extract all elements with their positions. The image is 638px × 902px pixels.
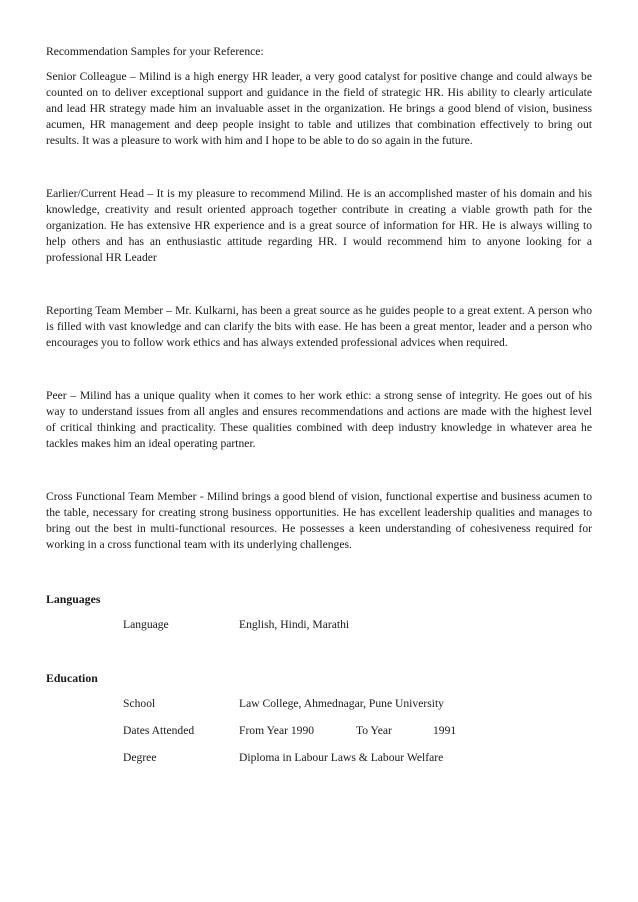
recommendation-senior-colleague: Senior Colleague – Milind is a high energy HR leader, a very good catalyst for positive change and could always be counted on to deliver exceptional support and guidance in the field of strategic HR. His ability to clearly articulate and lead HR strategy made him an invaluable asset in the organization. He brings a good blend of vision, business acumen, HR management and deep people insight to table and utilizes that combination effectively to bring out results. It was a pleasure to work with him and I hope to be able to do so again in the future. <box>46 70 592 147</box>
degree-row <box>46 750 592 766</box>
languages-section <box>46 591 592 633</box>
language-value: English, Hindi, Marathi <box>239 618 350 631</box>
recommendation-head: Earlier/Current Head – It is my pleasure to recommend Milind. He is an accomplished master of his domain and his knowledge, creativity and result oriented approach together contribute in creating a viable growth path for the organization. He has extensive HR experience and is a great source of information for HR. He is always willing to help others and has an enthusiastic attitude regarding HR. I would recommend him to anyone looking for a professional HR Leader <box>46 187 592 264</box>
dates-from: From Year 1990 <box>239 724 315 737</box>
degree-value: Diploma in Labour Laws & Labour Welfare <box>239 751 444 764</box>
school-label: School <box>123 697 156 710</box>
dates-row <box>46 723 592 739</box>
degree-label: Degree <box>123 751 157 764</box>
school-value: Law College, Ahmednagar, Pune University <box>239 697 444 710</box>
dates-to-value: 1991 <box>433 724 457 737</box>
recommendation-peer: Peer – Milind has a unique quality when it comes to her work ethic: a strong sense of integrity. He goes out of his way to understand issues from all angles and ensures recommendations and actions are made with the highest level of critical thinking and practicality. These qualities combined with deep industry knowledge in whatever area he tackles makes him an ideal operating partner. <box>46 389 592 450</box>
languages-title: Languages <box>46 592 101 606</box>
recommendation-cross-functional: Cross Functional Team Member - Milind brings a good blend of vision, functional expertise and business acumen to the table, necessary for creating strong business opportunities. He has excellent leadership qualities and manages to bring out the best in multi-functional resources. He possesses a keen understanding of cohesiveness required for working in a cross functional team with its underlying challenges. <box>46 490 592 551</box>
intro-heading: Recommendation Samples for your Reference: <box>46 45 264 58</box>
document-page <box>46 44 592 766</box>
dates-to-label: To Year <box>356 724 392 737</box>
recommendation-team-member: Reporting Team Member – Mr. Kulkarni, has been a great source as he guides people to a great extent. A person who is filled with vast knowledge and can clarify the bits with ease. He has been a great mentor, leader and a person who encourages you to follow work ethics and has always extended professional advices when required. <box>46 304 592 349</box>
language-row <box>46 617 592 633</box>
education-title: Education <box>46 671 98 685</box>
school-row <box>46 696 592 712</box>
dates-label: Dates Attended <box>123 724 195 737</box>
education-section <box>46 670 592 766</box>
language-label: Language <box>123 618 169 631</box>
